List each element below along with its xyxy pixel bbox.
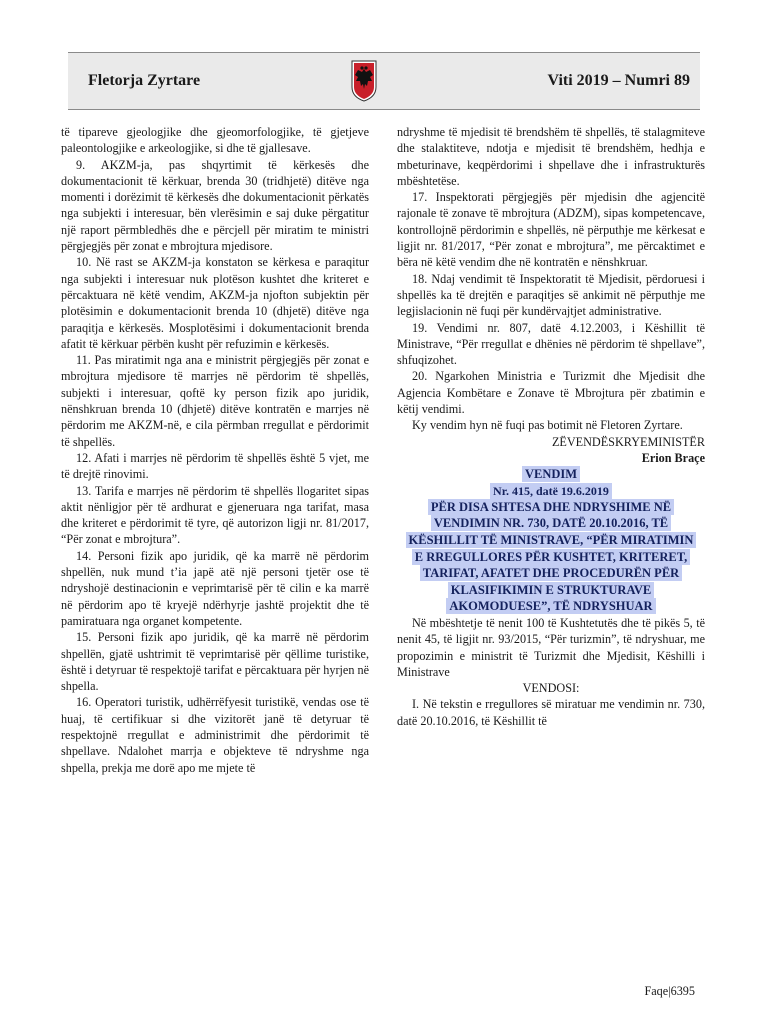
albanian-eagle-icon	[350, 59, 378, 103]
paragraph-20: 20. Ngarkohen Ministria e Turizmit dhe Mjedisit dhe Agjencia Kombëtare e Zonave të Mbrojtura për zbatimin e këtij vendimi.	[397, 369, 705, 417]
paragraph-18: 18. Ndaj vendimit të Inspektoratit të Mjedisit, përdoruesi i shpellës ka të drejtën e paraqitjes së ankimit në përputhje me legjislacionin në fuqi për kundërvajtjet administrative.	[397, 271, 705, 319]
paragraph-13: 13. Tarifa e marrjes në përdorim të shpellës llogaritet sipas aktit nënligjor për të ardhurat e gjeneruara nga tarifat, masa dhe kriteret e përdorimit të tyre, që autorizon ligji nr. 81/2017, “Për zonat e mbrojtura”.	[61, 483, 369, 547]
right-column	[397, 124, 705, 729]
journal-title: Fletorja Zyrtare	[88, 72, 201, 89]
signatory-name: Erion Braçe	[641, 450, 705, 465]
paragraph-continuation: të tipareve gjeologjike dhe gjeomorfologjike, të gjetjeve paleontologjike e arkeologjike, si dhe të gjallesave.	[61, 125, 369, 156]
paragraph-16-continuation: ndryshme të mjedisit të brendshëm të shpellës, të stalagmiteve dhe stalaktiteve, ndotja e mjedisit të brendshëm, hedhja e mbeturinave, keqpërdorimi i shpellave dhe i infrastrukturës mbështetëse.	[397, 125, 705, 188]
paragraph-11: 11. Pas miratimit nga ana e ministrit përgjegjës për zonat e mbrojtura mjedisore të marrjes në përdorim të shpellës, subjekti i interesuar, qoftë ky person fizik apo juridik, nënshkruan brenda 10 (dhjetë) ditëve kontratën e marrjes në përdorim me AKZM-në, e cila përmban rregullat e përdorimit të shpellës.	[61, 353, 369, 449]
decision-preamble: Në mbështetje të nenit 100 të Kushtetutës dhe të pikës 5, të nenit 45, të ligjit nr. 93/2015, “Për turizmin”, të ndryshuar, me propozimin e ministrit të Turizmit dhe Mjedisit, Këshilli i Ministrave	[397, 615, 705, 679]
paragraph-14: 14. Personi fizik apo juridik, që ka marrë në përdorim shpellën, nuk mund t’ia japë atë një personi tjetër ose të ndryshojë destinacionin e veprimtarisë për të cilin e ka marrë në përdorim apo të kryejë ndërhyrje jashtë projektit dhe të pamiratuara nga organet kompetente.	[61, 548, 369, 628]
page-header	[68, 52, 700, 110]
decision-number	[397, 483, 705, 499]
decision-label	[397, 466, 705, 482]
paragraph-16: 16. Operatori turistik, udhërrëfyesit turistikë, vendas ose të huaj, të certifikuar si dhe vizitorët janë të detyruar të respektojnë rregullat e administrimit dhe përdorimit të shpellave. Ndalohet marrja e objekteve të ndryshme nga shpella, prekja me dorë apo me mjete të	[61, 695, 369, 775]
page-number: Faqe|6395	[644, 984, 695, 998]
left-column	[61, 124, 369, 776]
paragraph-15: 15. Personi fizik apo juridik, që ka marrë në përdorim shpellën, gjatë ushtrimit të veprimtarisë për qëllime turistike, është i detyruar të respektojë tarifat e përcaktuara për hyrjen në shpella.	[61, 630, 369, 694]
decision-number-text: Nr. 415, datë 19.6.2019	[490, 483, 612, 499]
decision-label-text: VENDIM	[522, 466, 580, 482]
paragraph-19: 19. Vendimi nr. 807, datë 4.12.2003, i Këshillit të Ministrave, “Për rregullat e dhënies në përdorim të shpellave”, shfuqizohet.	[397, 320, 705, 368]
article-1: I. Në tekstin e rregullores së miratuar me vendimin nr. 730, datë 20.10.2016, të Këshillit të	[397, 697, 705, 728]
paragraph-9: 9. AKZM-ja, pas shqyrtimit të kërkesës dhe dokumentacionit të kërkuar, brenda 30 (tridhjetë) ditëve nga momenti i dorëzimit të kërkesës dhe dokumentacionit përkatës nga subjekti i interesuar, bën vlerësimin e saj duke përgatitur një raport përmbledhës dhe e përcjell për miratim te ministri përgjegjës për zonat e mbrojtura mjedisore.	[61, 157, 369, 254]
issue-number: Viti 2019 – Numri 89	[547, 72, 690, 89]
paragraph-17: 17. Inspektorati përgjegjës për mjedisin dhe agjencitë rajonale të zonave të mbrojtura (ADZM), sipas kompetencave, kontrollojnë përdorimin e shpellës, në përputhje me kërkesat e ligjit nr. 81/2017, “Për zonat e mbrojtura”, me përcaktimet e bëra në këtë vendim dhe në kontratën e nënshkruar.	[397, 190, 705, 270]
decision-title	[397, 499, 705, 615]
decision-title-text: PËR DISA SHTESA DHE NDRYSHIME NË VENDIMIN NR. 730, DATË 20.10.2016, TË KËSHILLIT TË MINISTRAVE, “PËR MIRATIMIN E RREGULLORES PËR KUSHTET, KRITERET, TARIFAT, AFATET DHE PROCEDURËN PËR KLASIFIKIMIN E STRUKTURAVE AKOMODUESE”, TË NDRYSHUAR	[406, 499, 697, 615]
decides-heading: VENDOSI:	[522, 681, 580, 696]
paragraph-10: 10. Në rast se AKZM-ja konstaton se kërkesa e paraqitur nga subjekti i interesuar nuk plotëson kushtet dhe kriteret e përcaktuara në këtë vendim, AKZM-ja njofton subjektin për plotësimin e dokumentacionit brenda 10 (dhjetë) ditëve nga paraqitja e kërkesës. Mosplotësimi i dokumentacionit brenda afatit të kërkuar përbën kusht për refuzimin e kërkesës.	[61, 255, 369, 351]
entry-into-force: Ky vendim hyn në fuqi pas botimit në Fletoren Zyrtare.	[412, 418, 683, 433]
signatory-role: ZËVENDËSKRYEMINISTËR	[551, 434, 705, 449]
paragraph-12: 12. Afati i marrjes në përdorim të shpellës është 5 vjet, me të drejtë rinovimi.	[61, 450, 369, 482]
